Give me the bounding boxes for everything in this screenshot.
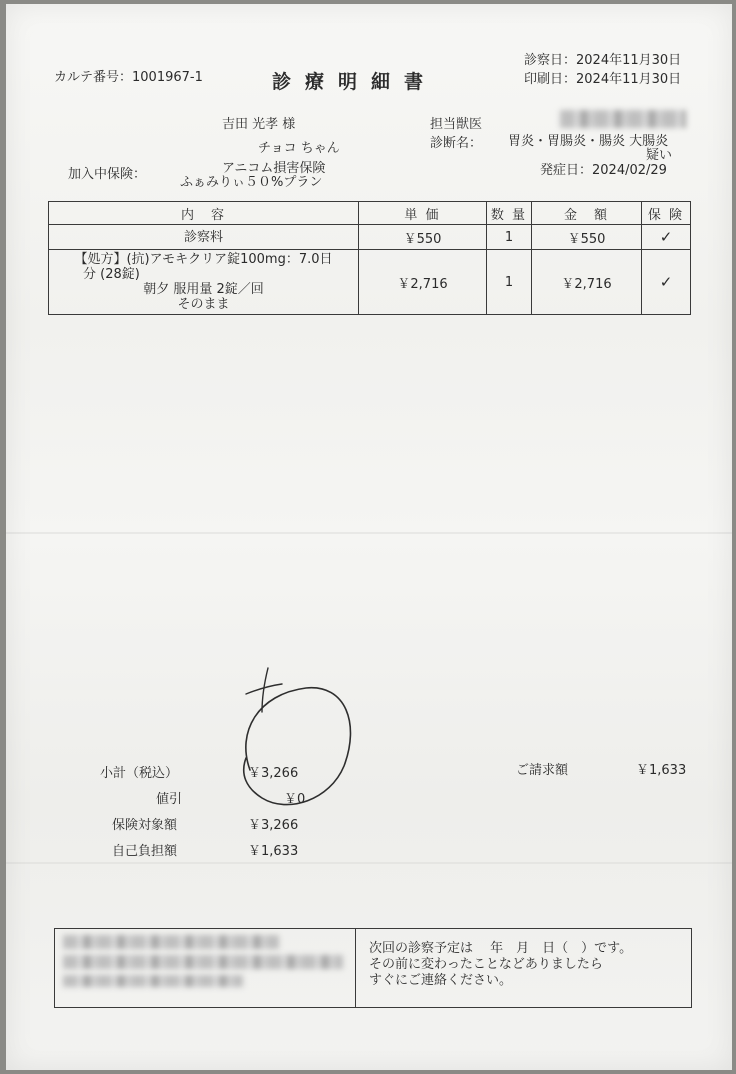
insurance-plan: ふぁみりぃ５０%プラン xyxy=(180,175,323,190)
exam-date: 診察日：2024年11月30日 xyxy=(524,53,682,68)
row-quantity: 1 xyxy=(487,225,532,250)
discount-value: ￥0 xyxy=(284,792,306,807)
billing-value: ￥1,633 xyxy=(636,763,687,778)
vet-label: 担当獣医 xyxy=(430,117,483,132)
row-amount: ￥550 xyxy=(532,225,642,250)
footer-divider xyxy=(355,929,356,1007)
insurance-label: 加入中保険： xyxy=(68,167,147,182)
paper-fold xyxy=(6,532,732,534)
next-visit-notice xyxy=(369,941,632,989)
column-header-unit-price: 単 価 xyxy=(359,202,487,225)
redacted-clinic-address xyxy=(63,955,343,969)
row-description xyxy=(49,250,359,315)
redacted-clinic-name xyxy=(63,935,279,949)
insurance-check-icon: ✓ xyxy=(642,250,691,315)
subtotal-label: 小計（税込） xyxy=(100,766,179,781)
diagnosis-label: 診断名： xyxy=(430,136,483,151)
redacted-vet-name xyxy=(560,110,686,128)
notice-line: 次回の診察予定は 年 月 日（ ）です。 xyxy=(369,941,633,956)
discount-label: 値引 xyxy=(156,792,183,807)
insurance-check-icon: ✓ xyxy=(642,225,691,250)
notice-line: すぐにご連絡ください。 xyxy=(369,973,513,988)
description-line: 分 (28錠) xyxy=(83,267,140,282)
insurance-company: アニコム損害保険 xyxy=(222,161,326,176)
paper-fold xyxy=(6,862,732,864)
document-title: 診療明細書 xyxy=(272,71,438,93)
table-header-row xyxy=(49,202,691,225)
print-date: 印刷日：2024年11月30日 xyxy=(524,72,682,87)
subtotal-value: ￥3,266 xyxy=(248,766,299,781)
description-line: そのまま xyxy=(177,297,230,312)
notice-line: その前に変わったことなどありましたら xyxy=(369,957,603,972)
redacted-clinic-phone xyxy=(63,975,243,987)
row-quantity: 1 xyxy=(487,250,532,315)
column-header-insurance: 保 険 xyxy=(642,202,691,225)
column-header-quantity: 数 量 xyxy=(487,202,532,225)
table-row xyxy=(49,225,691,250)
footer-box xyxy=(54,928,692,1008)
column-header-content: 内 容 xyxy=(49,202,359,225)
insured-amount-label: 保険対象額 xyxy=(112,818,178,833)
chart-number: カルテ番号：1001967-1 xyxy=(54,70,203,85)
row-unit-price: ￥2,716 xyxy=(359,250,487,315)
items-table xyxy=(48,201,691,315)
description-line: 【処方】(抗)アモキクリア錠100mg：7.0日 xyxy=(74,252,333,267)
self-pay-label: 自己負担額 xyxy=(112,844,178,859)
billing-label: ご請求額 xyxy=(516,763,569,778)
column-header-amount: 金 額 xyxy=(532,202,642,225)
onset-date: 発症日：2024/02/29 xyxy=(540,163,667,178)
table-row xyxy=(49,250,691,315)
diagnosis-suspected: 疑い xyxy=(646,148,673,163)
description-line: 朝夕 服用量 2錠／回 xyxy=(143,282,264,297)
row-description: 診察料 xyxy=(49,225,359,250)
diagnosis-text: 胃炎・胃腸炎・腸炎 大腸炎 xyxy=(508,134,669,149)
self-pay-value: ￥1,633 xyxy=(248,844,299,859)
pet-name: チョコ ちゃん xyxy=(258,141,340,156)
owner-name: 吉田 光孝 様 xyxy=(222,117,296,132)
row-unit-price: ￥550 xyxy=(359,225,487,250)
row-amount: ￥2,716 xyxy=(532,250,642,315)
insured-amount-value: ￥3,266 xyxy=(248,818,299,833)
